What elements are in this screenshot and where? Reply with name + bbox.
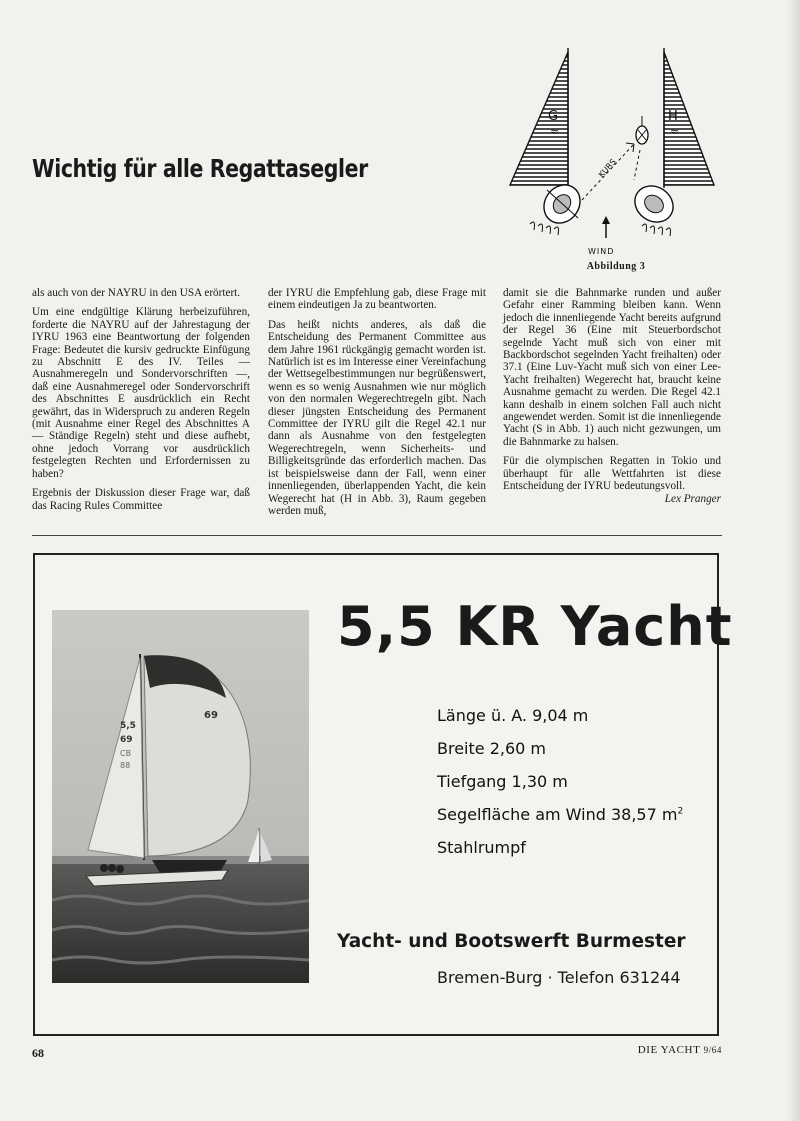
spec-superscript: 2 xyxy=(677,806,684,817)
spec-beam: Breite 2,60 m xyxy=(437,739,546,758)
advertisement xyxy=(33,553,733,1036)
mainsail-mark: 88 xyxy=(120,761,131,770)
paragraph: der IYRU die Empfehlung gab, diese Frage mit einem eindeutigen Ja zu beantworten. xyxy=(268,287,486,312)
page-number: 68 xyxy=(32,1046,44,1060)
paragraph: damit sie die Bahnmarke runden und außer Gefahr einer Ramming bleiben kann. Wenn jedoch die innenliegende Yacht bereits aufgrund der Regel 36 (Eine mit Steuerbordschot segelnde Yacht muß sich von einer mit Backbordschot segelnden Yacht freihalten) oder 37.1 (Eine Luv-Yacht muß sich von einer Lee-Yacht freihalten) Wegerecht hat, braucht keine Ausnahme gemacht zu werden. Die Regel 42.1 kann deshalb in einem solchen Fall auch nicht angewendet werden. Somit ist die innenliegende Yacht (S in Abb. 1) auch nicht gezwungen, um die Bahnmarke zu halsen. xyxy=(503,287,721,448)
svg-text:≈: ≈ xyxy=(670,125,680,138)
article-column-2 xyxy=(268,287,486,524)
yacht-photo xyxy=(52,610,309,983)
paragraph-text: Für die olympischen Regatten in Tokio und überhaupt für alle Wettfahrten ist diese Entscheidung der IYRU bedeutungsvoll. xyxy=(503,455,721,493)
spec-sail-area-text: Segelfläche am Wind 38,57 m xyxy=(437,805,678,824)
sail-h-letter: H xyxy=(668,109,678,124)
wind-arrow xyxy=(588,216,614,256)
section-divider xyxy=(32,535,722,536)
svg-text:≈: ≈ xyxy=(550,125,560,138)
author-signature: Lex Pranger xyxy=(664,492,721,505)
page-edge-shadow xyxy=(786,0,800,1121)
figure-caption: Abbildung 3 xyxy=(586,261,646,272)
issue-number: 9/64 xyxy=(703,1045,722,1055)
mainsail-mark: CB xyxy=(120,749,132,758)
wind-label: WIND xyxy=(588,247,615,256)
article-column-1 xyxy=(32,287,250,519)
magazine-name: DIE YACHT xyxy=(637,1044,701,1056)
rounding-mark-buoy xyxy=(636,116,648,144)
sail-g-letter: G xyxy=(548,109,559,124)
builder-address: Bremen-Burg · Telefon 631244 xyxy=(437,968,681,987)
article-headline: Wichtig für alle Regattasegler xyxy=(32,154,368,183)
builder-name: Yacht- und Bootswerft Burmester xyxy=(337,931,686,952)
spec-length: Länge ü. A. 9,04 m xyxy=(437,706,589,725)
rounding-mark-diagram xyxy=(502,40,732,270)
spec-sail-area xyxy=(437,805,683,824)
magazine-footer xyxy=(638,1044,722,1056)
course-label: KURS xyxy=(596,157,618,180)
paragraph xyxy=(503,455,721,505)
article-column-3 xyxy=(503,287,721,505)
spinnaker-number: 69 xyxy=(204,710,218,721)
spec-hull: Stahlrumpf xyxy=(437,838,526,857)
mainsail-mark: 5,5 xyxy=(120,721,136,731)
paragraph: Ergebnis der Diskussion dieser Frage war, daß das Racing Rules Committee xyxy=(32,487,250,512)
spec-draft: Tiefgang 1,30 m xyxy=(437,772,568,791)
paragraph: als auch von der NAYRU in den USA erörtert. xyxy=(32,287,241,299)
paragraph: Um eine endgültige Klärung herbeizuführen, forderte die NAYRU auf der Jahrestagung der IYRU 1963 eine Beantwortung der folgenden Frage: Bedeutet die kursiv gedruckte Einfügung zu Abschnitt E des IV. Teiles — Ausnahmeregeln und Sondervorschriften —, daß eine Ausnahmeregel oder Sondervorschrift des Abschnittes E ausdrücklich ein Recht gewährt, das in Widerspruch zu anderen Regeln (mit Ausnahme einer Regel des Abschnittes A — Ständige Regeln) steht und diese aufhebt, ohne jedoch Vorrang vor ausdrücklich festgelegten Rechten und Erfordernissen zu haben? xyxy=(32,306,250,480)
yacht-g xyxy=(510,48,587,235)
mainsail-mark: 69 xyxy=(120,735,133,745)
paragraph: Das heißt nichts anderes, als daß die Entscheidung des Permanent Committee aus dem Jahre 1961 rückgängig gemacht worden ist. Natürlich ist es im Interesse einer Vereinfachung der Wettsegelbestimmungen nur begrüßenswert, wenn es so wenig Ausnahmen wie nur möglich von den normalen Wegerechtregeln gibt. Nach dieser jüngsten Entscheidung des Permanent Committee der IYRU gilt die Regel 42.1 nur dann als Ausnahme von den festgelegten Wegerechtregeln, wenn Sicherheits- und Billigkeitsgründe das erforderlich machen. Das ist beispielsweise dann der Fall, wenn einer innenliegenden, überlappenden Yacht, die kein Wegerecht hat (H in Abb. 3), Raum gegeben werden muß, xyxy=(268,318,486,517)
advert-title: 5,5 KR Yacht xyxy=(337,595,733,658)
